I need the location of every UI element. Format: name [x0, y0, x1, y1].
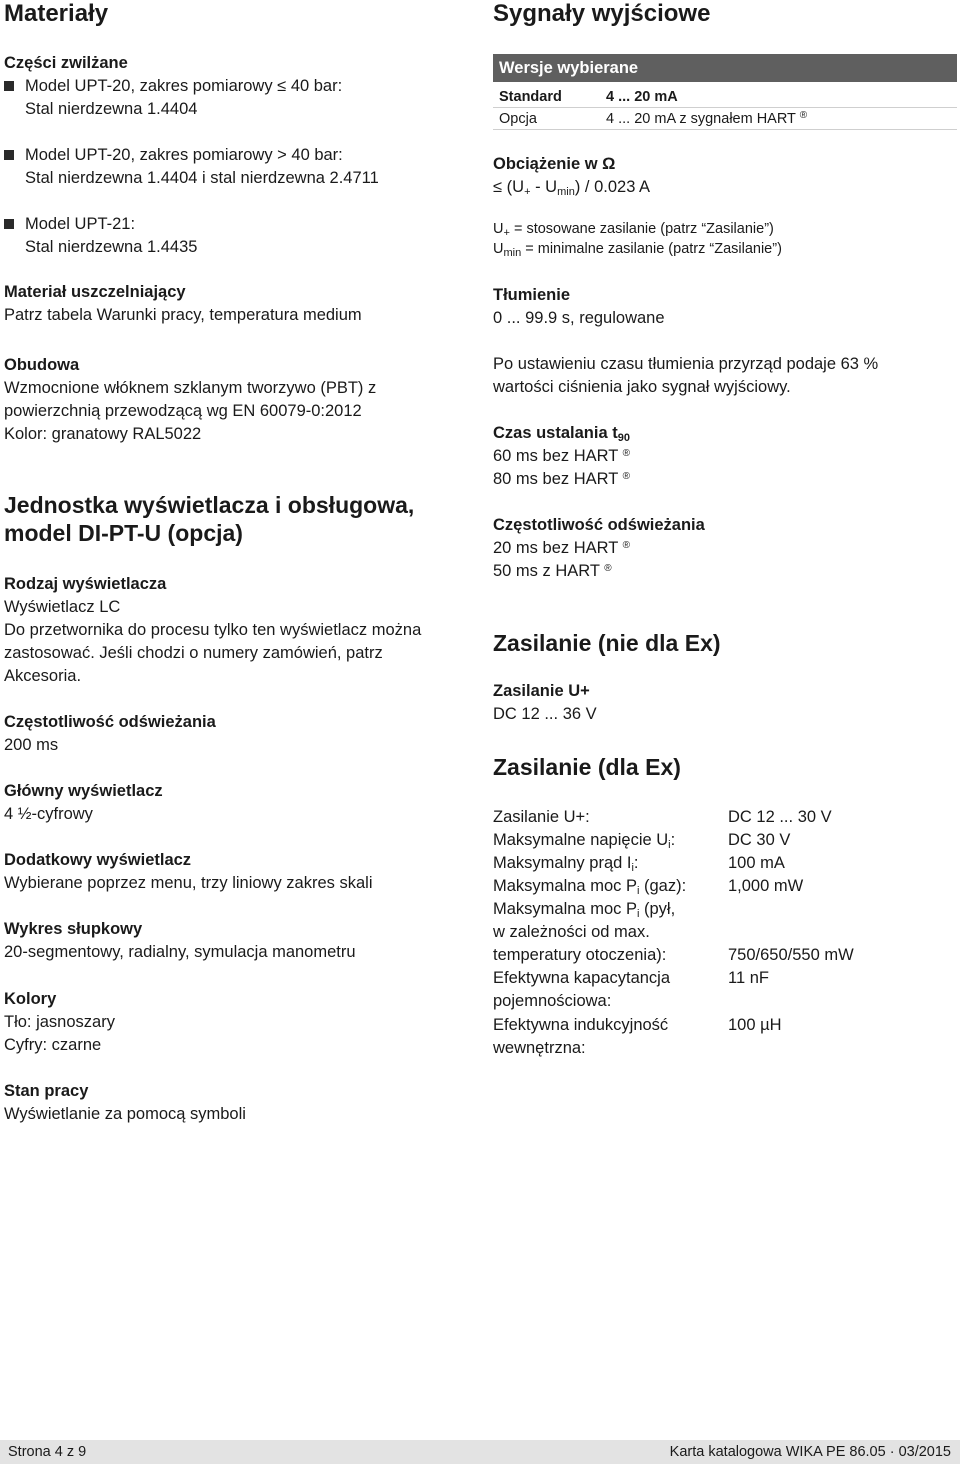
versions-row-value: 4 ... 20 mA z sygnałem HART ®: [606, 110, 808, 127]
power-ex-value: DC 12 ... 30 V: [728, 808, 832, 826]
additional-display-text: Wybierane poprzez menu, trzy liniowy zakres skali: [4, 874, 373, 892]
power-ex-label: Efektywna kapacytancja: [493, 969, 671, 987]
power-ex-title: Zasilanie (dla Ex): [493, 754, 681, 780]
datasheet-reference: Karta katalogowa WIKA PE 86.05 · 03/2015: [669, 1444, 951, 1460]
damping-note-2: wartości ciśnienia jako sygnał wyjściowy.: [493, 378, 791, 396]
power-ex-label: Efektywna indukcyjność: [493, 1016, 669, 1034]
wetted-item-3-line1: Model UPT-21:: [25, 215, 136, 233]
refresh-text: 200 ms: [4, 736, 59, 754]
registered-mark: ®: [622, 448, 630, 459]
power-ex-value: DC 30 V: [728, 831, 791, 849]
settling-heading: Czas ustalania $t_{90}$: [493, 424, 630, 444]
main-display-heading: Główny wyświetlacz: [4, 782, 163, 800]
display-type-heading: Rodzaj wyświetlacza: [4, 575, 167, 593]
power-ex-value: 750/650/550 mW: [728, 946, 854, 964]
bullet-square-icon: [4, 81, 14, 91]
registered-mark: ®: [622, 471, 630, 482]
versions-row-label: Opcja: [499, 111, 537, 127]
wetted-item-3: [4, 213, 135, 236]
bar-graph-text: 20-segmentowy, radialny, symulacja manometru: [4, 943, 356, 961]
power-ex-value: 100 mA: [728, 854, 785, 872]
versions-table-row: [493, 86, 957, 108]
wetted-item-1: [4, 75, 342, 98]
power-non-ex-heading: Zasilanie U+: [493, 682, 590, 700]
versions-row-label: Standard: [499, 89, 562, 105]
power-ex-value: 11 nF: [728, 969, 769, 987]
materials-title: Materiały: [4, 0, 109, 27]
legend-umin: $U_{min}$ = minimalne zasilanie (patrz “Zasilanie”): [493, 241, 782, 259]
refresh-heading: Częstotliwość odświeżania: [4, 713, 216, 731]
seal-text: Patrz tabela Warunki pracy, temperatura medium: [4, 306, 362, 324]
bar-graph-heading: Wykres słupkowy: [4, 920, 143, 938]
power-ex-label: Maksymalne napięcie $U_i$:: [493, 831, 676, 851]
power-ex-label: Maksymalna moc $P_i$ (gaz):: [493, 877, 687, 897]
versions-table-row: [493, 108, 957, 130]
registered-mark: ®: [622, 540, 630, 551]
power-ex-label: wewnętrzna:: [493, 1039, 586, 1057]
power-ex-label: Maksymalna moc $P_i$ (pył,: [493, 900, 676, 920]
power-ex-label: temperatury otoczenia):: [493, 946, 667, 964]
colors-line-2: Cyfry: czarne: [4, 1036, 102, 1054]
colors-line-1: Tło: jasnoszary: [4, 1013, 115, 1031]
display-type-line-1: Wyświetlacz LC: [4, 598, 121, 616]
power-ex-label: w zależności od max.: [493, 923, 650, 941]
power-ex-label: Maksymalny prąd $I_i$:: [493, 854, 639, 874]
power-ex-label: pojemnościowa:: [493, 992, 612, 1010]
page-number: Strona 4 z 9: [8, 1444, 87, 1460]
wetted-item-2-line1: Model UPT-20, zakres pomiarowy > 40 bar:: [25, 146, 343, 164]
main-display-text: 4 ½-cyfrowy: [4, 805, 93, 823]
wetted-item-3-line2: Stal nierdzewna 1.4435: [25, 238, 198, 256]
case-line-3: Kolor: granatowy RAL5022: [4, 425, 202, 443]
case-heading: Obudowa: [4, 356, 80, 374]
damping-heading: Tłumienie: [493, 286, 571, 304]
versions-row-value: 4 ... 20 mA: [606, 89, 678, 105]
wetted-item-1-line2: Stal nierdzewna 1.4404: [25, 100, 198, 118]
display-section-title-1: Jednostka wyświetlacza i obsługowa,: [4, 492, 415, 518]
case-line-1: Wzmocnione włóknem szklanym tworzywo (PBT) z: [4, 379, 377, 397]
refresh-right-line-2: 50 ms z HART ®: [493, 562, 612, 580]
registered-mark: ®: [604, 563, 612, 574]
damping-text: 0 ... 99.9 s, regulowane: [493, 309, 665, 327]
additional-display-heading: Dodatkowy wyświetlacz: [4, 851, 192, 869]
power-ex-label: Zasilanie U+:: [493, 808, 590, 826]
settling-line-1: 60 ms bez HART ®: [493, 447, 630, 465]
refresh-right-heading: Częstotliwość odświeżania: [493, 516, 705, 534]
registered-mark: ®: [799, 110, 808, 121]
display-type-line-4: Akcesoria.: [4, 667, 82, 685]
wetted-parts-heading: Części zwilżane: [4, 54, 128, 72]
wetted-item-2: [4, 144, 343, 167]
seal-heading: Materiał uszczelniający: [4, 283, 186, 301]
versions-table-header: Wersje wybierane: [493, 54, 957, 82]
page-footer: [0, 1440, 960, 1464]
power-non-ex-text: DC 12 ... 36 V: [493, 705, 597, 723]
bullet-square-icon: [4, 219, 14, 229]
case-line-2: powierzchnią przewodzącą wg EN 60079-0:2012: [4, 402, 362, 420]
settling-line-2: 80 ms bez HART ®: [493, 470, 630, 488]
status-heading: Stan pracy: [4, 1082, 89, 1100]
power-non-ex-title: Zasilanie (nie dla Ex): [493, 630, 721, 656]
bullet-square-icon: [4, 150, 14, 160]
load-heading: Obciążenie w Ω: [493, 155, 616, 173]
load-formula: ≤ $(U_+ - U_{min}) / 0.023$ A: [493, 178, 651, 198]
display-type-line-3: zastosować. Jeśli chodzi o numery zamówień, patrz: [4, 644, 383, 662]
output-signals-title: Sygnały wyjściowe: [493, 0, 711, 27]
wetted-item-2-line2: Stal nierdzewna 1.4404 i stal nierdzewna 2.4711: [25, 169, 379, 187]
legend-uplus: $U_+$ = stosowane zasilanie (patrz “Zasilanie”): [493, 221, 774, 239]
power-ex-value: 1,000 mW: [728, 877, 804, 895]
refresh-right-line-1: 20 ms bez HART ®: [493, 539, 630, 557]
power-ex-value: 100 µH: [728, 1016, 782, 1034]
colors-heading: Kolory: [4, 990, 57, 1008]
display-section-title-2: model DI-PT-U (opcja): [4, 520, 243, 546]
damping-note-1: Po ustawieniu czasu tłumienia przyrząd podaje 63 %: [493, 355, 879, 373]
wetted-item-1-line1: Model UPT-20, zakres pomiarowy ≤ 40 bar:: [25, 77, 343, 95]
display-type-line-2: Do przetwornika do procesu tylko ten wyświetlacz można: [4, 621, 422, 639]
status-text: Wyświetlanie za pomocą symboli: [4, 1105, 246, 1123]
